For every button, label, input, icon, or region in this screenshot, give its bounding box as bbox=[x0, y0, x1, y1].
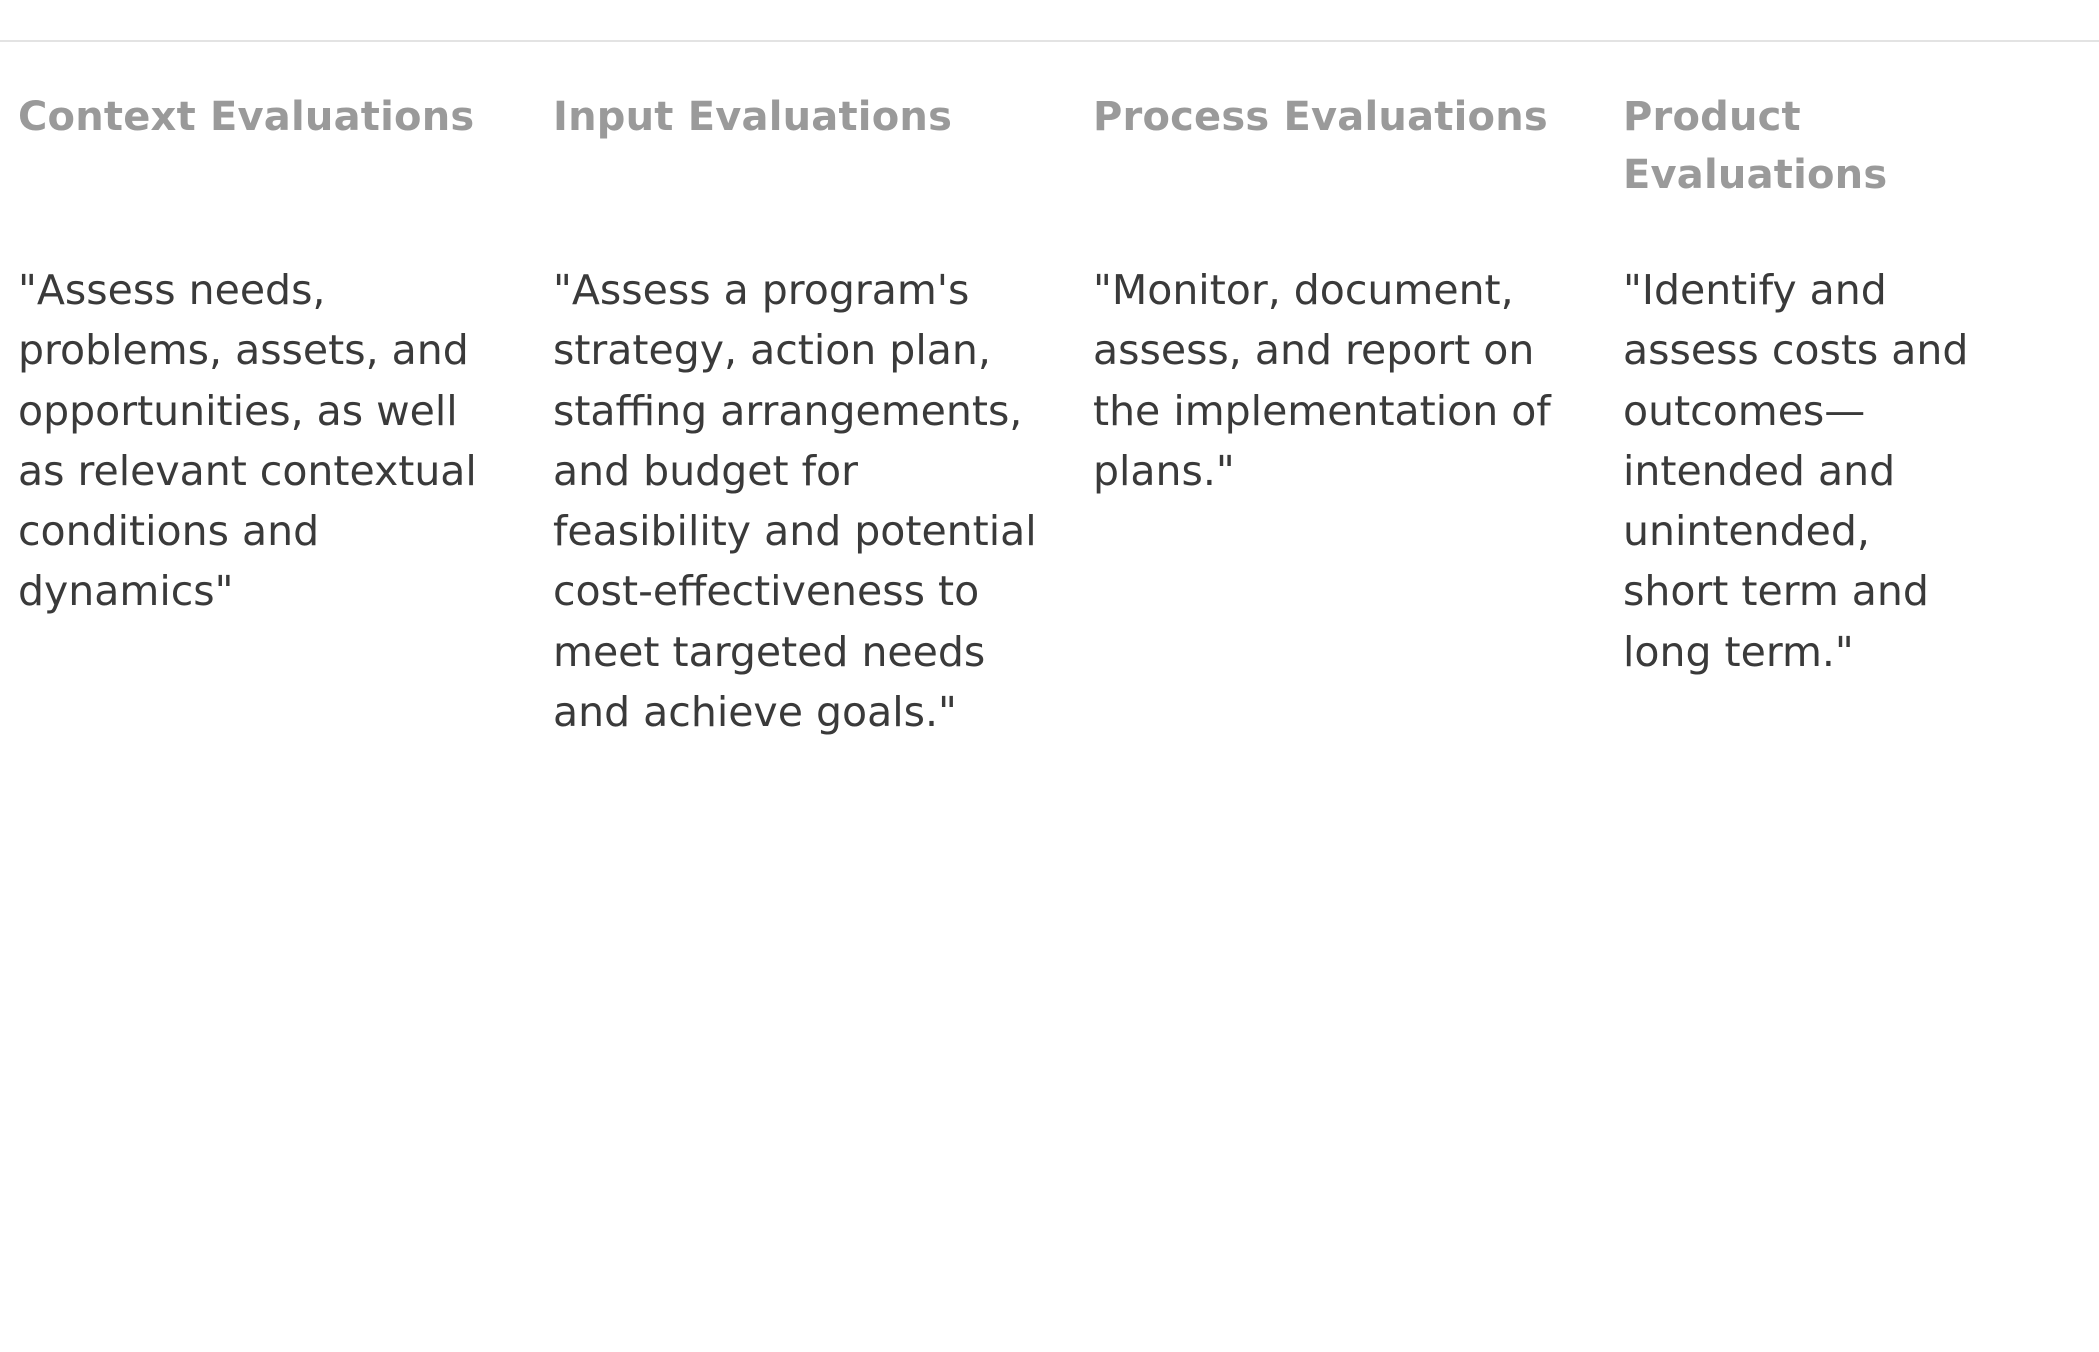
column-header-context bbox=[18, 60, 553, 232]
column-header-process-label: Process Evaluations bbox=[1093, 94, 1548, 140]
table-header bbox=[18, 60, 2038, 232]
column-header-product-label: Product Evaluations bbox=[1623, 94, 1888, 198]
top-divider bbox=[0, 40, 2099, 42]
cell-product-definition-text: "Identify and assess costs and outcomes—intended and unintended, short term and long term." bbox=[1623, 266, 1982, 676]
column-header-context-label: Context Evaluations bbox=[18, 94, 475, 140]
table-body bbox=[18, 232, 2038, 770]
cell-process-definition bbox=[1093, 232, 1623, 770]
column-header-process bbox=[1093, 60, 1623, 232]
column-header-input-label: Input Evaluations bbox=[553, 94, 953, 140]
cell-context-definition bbox=[18, 232, 553, 770]
column-header-input bbox=[553, 60, 1093, 232]
table-row bbox=[18, 232, 2038, 770]
table-header-row bbox=[18, 60, 2038, 232]
cell-input-definition bbox=[553, 232, 1093, 770]
column-header-product bbox=[1623, 60, 2038, 232]
cell-input-definition-text: "Assess a program's strategy, action plan, staffing arrangements, and budget for feasibility and potential cost-effectiveness to meet targeted needs and achieve goals." bbox=[553, 266, 1050, 736]
cell-process-definition-text: "Monitor, document, assess, and report on the implementation of plans." bbox=[1093, 266, 1564, 495]
evaluation-comparison-table bbox=[18, 60, 2038, 770]
cell-product-definition bbox=[1623, 232, 2038, 770]
comparison-table-wrapper bbox=[0, 60, 2099, 770]
cell-context-definition-text: "Assess needs, problems, assets, and opportunities, as well as relevant contextual conditions and dynamics" bbox=[18, 266, 490, 616]
